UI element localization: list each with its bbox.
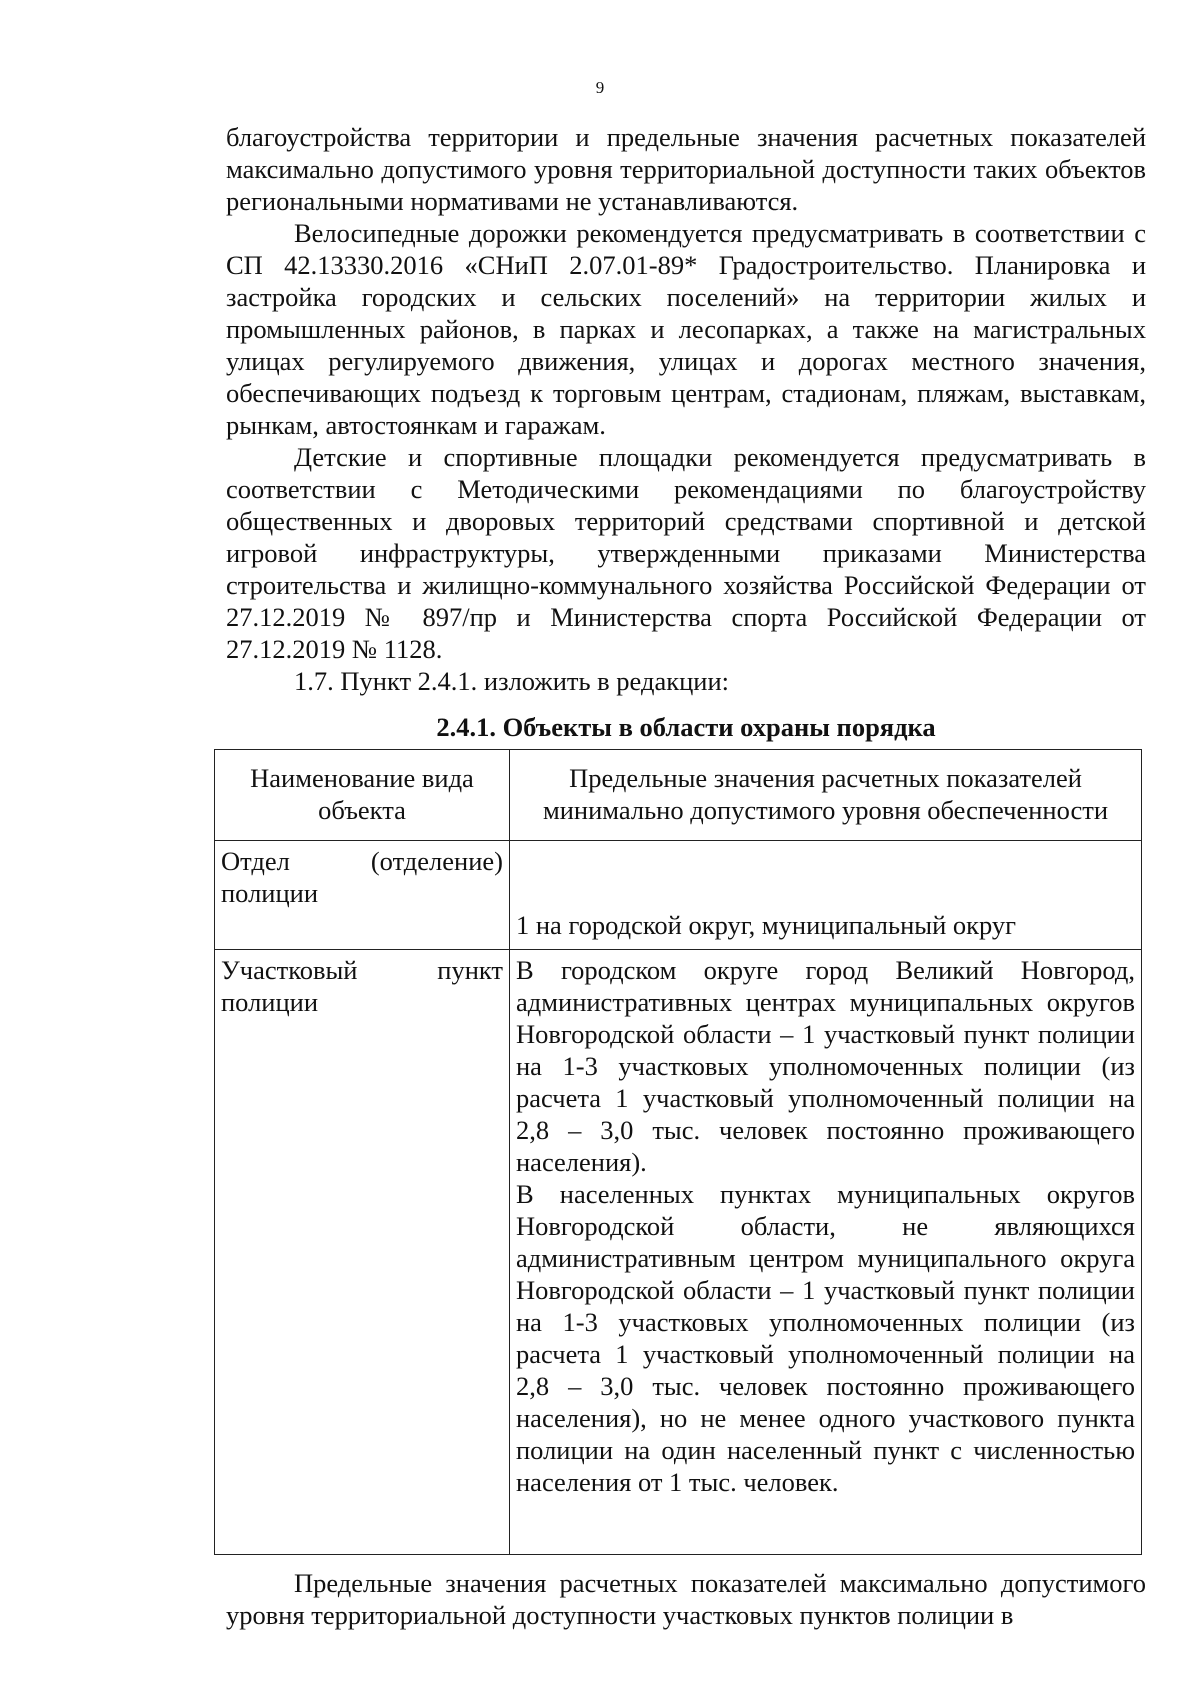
table-row — [215, 950, 1142, 1555]
object-name-cell: Участковый пункт полиции — [215, 950, 510, 1555]
page-number: 9 — [595, 78, 605, 97]
section-heading: 2.4.1. Объекты в области охраны порядка — [436, 712, 936, 742]
value-text: 1 на городской округ, муниципальный округ — [516, 910, 1017, 940]
value-cell — [510, 841, 1142, 950]
value-text: В городском округе город Великий Новгород, административных центрах муниципальных округов Новгородской области – 1 участковый пункт полиции на 1-3 участковых уполномоченных полиции (из расчета 1 участковый уполномоченный полиции на 2,8 – 3,0 тыс. человек постоянно проживающего населения). — [516, 955, 1135, 1177]
document-body — [221, 121, 1146, 1631]
header-limit-values: Предельные значения расчетных показателей минимально допустимого уровня обеспеченности — [510, 750, 1142, 841]
table-row — [215, 841, 1142, 950]
paragraph-after-table: Предельные значения расчетных показателей максимально допустимого уровня территориальной доступности участковых пунктов полиции в — [226, 1568, 1146, 1630]
paragraph-amendment: 1.7. Пункт 2.4.1. изложить в редакции: — [294, 666, 729, 696]
paragraph-bicycle-paths: Велосипедные дорожки рекомендуется предусматривать в соответствии с СП 42.13330.2016 «СНиП 2.07.01-89* Градостроительство. Планировка и застройка городских и сельских поселений» на территории жилых и промышленных районов, в парках и лесопарках, а также на магистральных улицах регулируемого движения, улицах и дорогах местного значения, обеспечивающих подъезд к торговым центрам, стадионам, пляжам, выставкам, рынкам, автостоянкам и гаражам. — [226, 218, 1146, 440]
table-header-row — [215, 750, 1142, 841]
value-cell — [510, 950, 1142, 1555]
norms-table — [214, 749, 1142, 1555]
value-text: В населенных пунктах муниципальных округов Новгородской области, не являющихся административным центром муниципального округа Новгородской области – 1 участковый пункт полиции на 1-3 участковых уполномоченных полиции (из расчета 1 участковый уполномоченный полиции на 2,8 – 3,0 тыс. человек постоянно проживающего населения), но не менее одного участкового пункта полиции на один населенный пункт с численностью населения от 1 тыс. человек. — [516, 1179, 1135, 1497]
paragraph-continuation: благоустройства территории и предельные значения расчетных показателей максимально допустимого уровня территориальной доступности таких объектов региональными нормативами не устанавливаются. — [226, 122, 1146, 216]
header-object-type: Наименование вида объекта — [215, 750, 510, 841]
paragraph-playgrounds: Детские и спортивные площадки рекомендуется предусматривать в соответствии с Методическими рекомендациями по благоустройству общественных и дворовых территорий средствами спортивной и детской игровой инфраструктуры, утвержденными приказами Министерства строительства и жилищно-коммунального хозяйства Российской Федерации от 27.12.2019 № 897/пр и Министерства спорта Российской Федерации от 27.12.2019 № 1128. — [226, 442, 1146, 664]
object-name-cell: Отдел (отделение) полиции — [215, 841, 510, 950]
